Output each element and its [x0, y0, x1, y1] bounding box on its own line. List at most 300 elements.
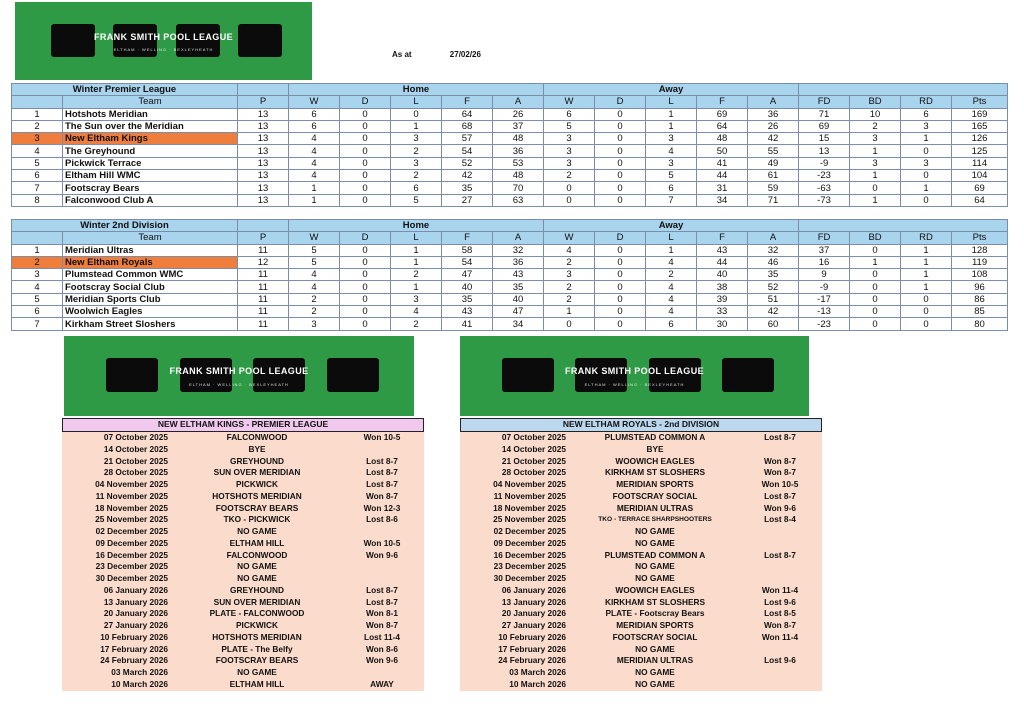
stat-cell-aw: 1: [544, 306, 595, 318]
fixture-result: [740, 561, 820, 573]
stat-cell-ha: 37: [493, 120, 544, 132]
fixture-opponent: PLUMSTEAD COMMON A: [604, 549, 706, 560]
fixture-row: [62, 550, 424, 562]
column-header: D: [595, 232, 646, 244]
column-header: FD: [799, 232, 850, 244]
stat-cell-al: 4: [646, 293, 697, 305]
stat-cell-pts: 104: [952, 170, 1008, 182]
stat-cell-p: 13: [238, 120, 289, 132]
stat-cell-pts: 125: [952, 145, 1008, 157]
fixture-opponent: GREYHOUND: [230, 584, 284, 595]
stat-cell-ha: 48: [493, 170, 544, 182]
fixture-row: [62, 632, 424, 644]
stat-cell-ad: 0: [595, 194, 646, 206]
stat-cell-al: 1: [646, 120, 697, 132]
column-header: [12, 232, 63, 244]
stat-cell-hf: 54: [442, 145, 493, 157]
stat-cell-hl: 2: [391, 318, 442, 330]
fixture-date: 20 January 2026: [103, 608, 168, 619]
fixture-opponent: NO GAME: [635, 561, 675, 572]
column-header: A: [748, 96, 799, 108]
fixture-opponent: NO GAME: [237, 667, 277, 677]
position-cell: 3: [12, 269, 63, 281]
stat-cell-hw: 6: [289, 120, 340, 132]
stat-cell-aw: 2: [544, 281, 595, 293]
away-header: Away: [544, 84, 799, 96]
fixture-date: 10 March 2026: [111, 678, 168, 689]
column-header-row: [12, 96, 1008, 108]
fixture-date: 06 January 2026: [103, 584, 168, 595]
stat-cell-al: 1: [646, 244, 697, 256]
column-header: D: [340, 232, 391, 244]
column-header: Team: [63, 96, 238, 108]
column-header: [12, 96, 63, 108]
logo-text: FRANK SMITH POOL LEAGUE: [169, 366, 309, 377]
fixture-result: Won 10-5: [363, 537, 401, 548]
fixture-row: [62, 585, 424, 597]
stat-cell-hd: 0: [340, 157, 391, 169]
fixture-row: [62, 620, 424, 632]
second-division-table: [11, 219, 1008, 331]
fixture-result: Lost 8-7: [366, 584, 398, 595]
column-header: F: [697, 232, 748, 244]
fixture-date: 24 February 2026: [498, 655, 566, 666]
column-header: A: [493, 96, 544, 108]
stat-cell-fd: -9: [799, 157, 850, 169]
team-cell: Falconwood Club A: [63, 194, 238, 206]
fixture-result: Won 8-7: [365, 490, 399, 501]
fixture-result: Lost 8-7: [366, 467, 398, 478]
stat-cell-p: 13: [238, 157, 289, 169]
fixture-row: [62, 573, 424, 585]
stat-cell-ha: 48: [493, 133, 544, 145]
stat-cell-rd: 1: [901, 281, 952, 293]
fixture-opponent: FALCONWOOD: [226, 432, 288, 442]
logo-subtext: ELTHAM · WELLING · BEXLEYHEATH: [113, 47, 214, 53]
stat-cell-bd: 0: [850, 182, 901, 194]
fixture-result: Lost 9-6: [764, 655, 796, 666]
stat-cell-rd: 0: [901, 170, 952, 182]
fixture-result: [342, 667, 422, 679]
stat-cell-hd: 0: [340, 133, 391, 145]
fixture-result: Lost 8-7: [366, 455, 398, 466]
stat-cell-fd: 13: [799, 145, 850, 157]
stat-cell-hd: 0: [340, 306, 391, 318]
home-header: Home: [289, 220, 544, 232]
stat-cell-bd: 1: [850, 194, 901, 206]
logo-subtext: ELTHAM · WELLING · BEXLEYHEATH: [584, 382, 685, 388]
fixture-date: 04 November 2025: [95, 479, 168, 489]
fixture-opponent: MERIDIAN SPORTS: [616, 479, 694, 489]
stat-cell-hl: 1: [391, 120, 442, 132]
home-header: Home: [289, 84, 544, 96]
fixture-result: Won 8-1: [365, 608, 399, 619]
stat-cell-pts: 165: [952, 120, 1008, 132]
fixture-row: [460, 432, 822, 444]
stat-cell-fd: 71: [799, 108, 850, 120]
column-header: P: [238, 232, 289, 244]
stat-cell-af: 39: [697, 293, 748, 305]
fixture-row: [460, 655, 822, 667]
stat-cell-hw: 4: [289, 281, 340, 293]
stat-cell-ad: 0: [595, 145, 646, 157]
fixture-row: [62, 479, 424, 491]
stat-cell-fd: -13: [799, 306, 850, 318]
stat-cell-p: 13: [238, 108, 289, 120]
away-header: Away: [544, 220, 799, 232]
fixture-row: [460, 514, 822, 526]
fixture-row: [460, 456, 822, 468]
fixture-opponent: MERIDIAN ULTRAS: [616, 655, 694, 666]
stat-cell-af: 34: [697, 194, 748, 206]
fixture-row: [62, 514, 424, 526]
fixture-result: [740, 526, 820, 538]
stat-cell-aw: 3: [544, 133, 595, 145]
stat-cell-rd: 1: [901, 133, 952, 145]
column-header: L: [391, 96, 442, 108]
column-header: L: [391, 232, 442, 244]
stat-cell-ha: 70: [493, 182, 544, 194]
fixture-date: 25 November 2025: [493, 514, 566, 525]
stat-cell-hl: 4: [391, 306, 442, 318]
stat-cell-pts: 128: [952, 244, 1008, 256]
stat-cell-ha: 43: [493, 269, 544, 281]
stat-cell-hw: 4: [289, 133, 340, 145]
fixture-result: Won 8-7: [763, 455, 797, 466]
stat-cell-fd: -17: [799, 293, 850, 305]
stat-cell-al: 1: [646, 108, 697, 120]
stat-cell-rd: 1: [901, 182, 952, 194]
fixture-date: 11 November 2025: [95, 490, 168, 501]
stat-cell-bd: 0: [850, 244, 901, 256]
royals-fixtures: [460, 418, 822, 691]
stat-cell-aw: 2: [544, 170, 595, 182]
fixture-opponent: FALCONWOOD: [226, 549, 288, 560]
table-header-row: [12, 220, 1008, 232]
column-header: W: [289, 96, 340, 108]
stat-cell-hd: 0: [340, 145, 391, 157]
kings-fixtures-title: NEW ELTHAM KINGS - PREMIER LEAGUE: [62, 418, 424, 432]
stat-cell-aw: 4: [544, 244, 595, 256]
column-header-row: [12, 232, 1008, 244]
stat-cell-af: 44: [697, 256, 748, 268]
column-header: Pts: [952, 232, 1008, 244]
stat-cell-hw: 1: [289, 194, 340, 206]
fixture-result: Won 8-7: [365, 620, 399, 630]
team-cell: The Sun over the Meridian: [63, 120, 238, 132]
position-cell: 2: [12, 256, 63, 268]
fixture-result: Lost 8-7: [764, 490, 796, 501]
stat-cell-af: 64: [697, 120, 748, 132]
stat-cell-p: 11: [238, 306, 289, 318]
stat-cell-ad: 0: [595, 281, 646, 293]
stat-cell-af: 30: [697, 318, 748, 330]
league-logo: [15, 2, 312, 80]
table-row: [12, 269, 1008, 281]
fixture-row: [62, 432, 424, 444]
stat-cell-al: 3: [646, 133, 697, 145]
fixture-opponent: NO GAME: [237, 573, 277, 583]
team-cell: New Eltham Kings: [63, 133, 238, 145]
fixture-row: [460, 538, 822, 550]
position-cell: 6: [12, 170, 63, 182]
fixture-date: 16 December 2025: [95, 549, 168, 560]
stat-cell-hf: 54: [442, 256, 493, 268]
fixture-opponent: NO GAME: [635, 643, 675, 654]
stat-cell-ha: 26: [493, 108, 544, 120]
fixture-row: [62, 655, 424, 667]
stat-cell-aa: 51: [748, 293, 799, 305]
stat-cell-pts: 169: [952, 108, 1008, 120]
stat-cell-hf: 64: [442, 108, 493, 120]
stat-cell-hf: 42: [442, 170, 493, 182]
stat-cell-hd: 0: [340, 293, 391, 305]
team-cell: Hotshots Meridian: [63, 108, 238, 120]
stat-cell-af: 40: [697, 269, 748, 281]
table-row: [12, 157, 1008, 169]
stat-cell-hl: 1: [391, 244, 442, 256]
fixture-date: 10 February 2026: [498, 631, 566, 642]
table-row: [12, 133, 1008, 145]
fixture-row: [62, 467, 424, 479]
stat-cell-aa: 36: [748, 108, 799, 120]
table-row: [12, 182, 1008, 194]
kings-logo: [64, 336, 414, 416]
fixture-result: Won 12-3: [363, 502, 401, 513]
stat-cell-af: 43: [697, 244, 748, 256]
stat-cell-aa: 61: [748, 170, 799, 182]
fixture-date: 20 January 2026: [501, 608, 566, 619]
stat-cell-ha: 35: [493, 281, 544, 293]
stat-cell-hw: 4: [289, 145, 340, 157]
stat-cell-hd: 0: [340, 281, 391, 293]
fixture-opponent: KIRKHAM ST SLOSHERS: [604, 596, 706, 607]
table-row: [12, 170, 1008, 182]
stat-cell-rd: 1: [901, 256, 952, 268]
fixture-opponent: FOOTSCRAY SOCIAL: [612, 631, 698, 642]
stat-cell-hf: 35: [442, 293, 493, 305]
stat-cell-pts: 64: [952, 194, 1008, 206]
stat-cell-al: 3: [646, 157, 697, 169]
fixture-date: 13 January 2026: [103, 596, 168, 607]
fixture-result: [740, 667, 820, 679]
stat-cell-hw: 2: [289, 293, 340, 305]
stat-cell-hw: 3: [289, 318, 340, 330]
stat-cell-bd: 1: [850, 256, 901, 268]
fixture-row: [460, 526, 822, 538]
table-row: [12, 120, 1008, 132]
table-row: [12, 306, 1008, 318]
fixture-date: 09 December 2025: [493, 537, 566, 548]
stat-cell-af: 44: [697, 170, 748, 182]
stat-cell-hf: 40: [442, 281, 493, 293]
stat-cell-bd: 1: [850, 145, 901, 157]
column-header: FD: [799, 96, 850, 108]
fixture-opponent: SUN OVER MERIDIAN: [213, 467, 301, 478]
column-header: L: [646, 232, 697, 244]
logo-text: FRANK SMITH POOL LEAGUE: [93, 31, 234, 42]
fixture-row: [62, 561, 424, 573]
kings-fixtures: [62, 418, 424, 691]
fixture-row: [460, 444, 822, 456]
position-cell: 5: [12, 157, 63, 169]
position-cell: 6: [12, 306, 63, 318]
header-cell: [238, 220, 289, 232]
column-header: RD: [901, 232, 952, 244]
fixture-date: 18 November 2025: [95, 502, 168, 513]
column-header: F: [697, 96, 748, 108]
fixture-opponent: NO GAME: [635, 678, 675, 689]
stat-cell-ad: 0: [595, 318, 646, 330]
fixture-date: 07 October 2025: [501, 432, 566, 442]
position-cell: 7: [12, 318, 63, 330]
stat-cell-fd: 15: [799, 133, 850, 145]
fixture-result: Won 8-7: [763, 467, 797, 478]
fixture-row: [62, 444, 424, 456]
stat-cell-bd: 0: [850, 269, 901, 281]
stat-cell-aw: 3: [544, 269, 595, 281]
stat-cell-af: 50: [697, 145, 748, 157]
fixture-result: Won 11-4: [761, 584, 799, 595]
fixture-result: Won 10-5: [761, 479, 799, 489]
stat-cell-p: 12: [238, 256, 289, 268]
stat-cell-ad: 0: [595, 306, 646, 318]
stat-cell-aa: 60: [748, 318, 799, 330]
fixture-result: [342, 526, 422, 538]
column-header: F: [442, 232, 493, 244]
fixture-date: 21 October 2025: [103, 455, 168, 466]
stat-cell-ha: 36: [493, 256, 544, 268]
fixture-date: 02 December 2025: [493, 526, 566, 536]
stat-cell-p: 13: [238, 170, 289, 182]
stat-cell-ad: 0: [595, 293, 646, 305]
fixture-result: Lost 8-7: [764, 549, 796, 560]
logo-subtext: ELTHAM · WELLING · BEXLEYHEATH: [189, 382, 289, 388]
stat-cell-hd: 0: [340, 318, 391, 330]
fixture-result: [740, 644, 820, 656]
stat-cell-al: 2: [646, 269, 697, 281]
stat-cell-al: 4: [646, 281, 697, 293]
stat-cell-pts: 108: [952, 269, 1008, 281]
fixture-row: [460, 608, 822, 620]
stat-cell-aa: 71: [748, 194, 799, 206]
stat-cell-rd: 0: [901, 194, 952, 206]
stat-cell-ad: 0: [595, 133, 646, 145]
stat-cell-hd: 0: [340, 194, 391, 206]
stat-cell-hd: 0: [340, 256, 391, 268]
stat-cell-p: 11: [238, 293, 289, 305]
stat-cell-af: 48: [697, 133, 748, 145]
team-cell: Footscray Social Club: [63, 281, 238, 293]
fixture-opponent: ELTHAM HILL: [229, 678, 285, 689]
fixture-result: AWAY: [370, 678, 394, 689]
fixture-opponent: NO GAME: [635, 526, 675, 536]
fixture-date: 25 November 2025: [95, 514, 168, 525]
fixture-row: [460, 585, 822, 597]
stat-cell-pts: 119: [952, 256, 1008, 268]
fixture-row: [460, 561, 822, 573]
fixture-date: 13 January 2026: [501, 596, 566, 607]
fixture-result: [740, 679, 820, 691]
fixture-row: [460, 667, 822, 679]
team-cell: Plumstead Common WMC: [63, 269, 238, 281]
table-row: [12, 318, 1008, 330]
stat-cell-pts: 96: [952, 281, 1008, 293]
fixture-opponent: MERIDIAN SPORTS: [616, 620, 694, 630]
position-cell: 1: [12, 108, 63, 120]
fixture-row: [62, 608, 424, 620]
stat-cell-aa: 26: [748, 120, 799, 132]
fixture-opponent: NO GAME: [237, 526, 277, 536]
stat-cell-hd: 0: [340, 244, 391, 256]
royals-fixtures-list: [460, 432, 822, 691]
table-row: [12, 108, 1008, 120]
stat-cell-hw: 4: [289, 170, 340, 182]
stat-cell-bd: 1: [850, 170, 901, 182]
fixture-opponent: WOOWICH EAGLES: [615, 584, 695, 595]
fixture-result: [342, 573, 422, 585]
stat-cell-ad: 0: [595, 182, 646, 194]
column-header: D: [595, 96, 646, 108]
stat-cell-aa: 55: [748, 145, 799, 157]
fixture-date: 28 October 2025: [501, 467, 566, 478]
stat-cell-al: 4: [646, 256, 697, 268]
stat-cell-ad: 0: [595, 120, 646, 132]
fixture-date: 10 February 2026: [100, 631, 168, 642]
stat-cell-hd: 0: [340, 170, 391, 182]
stat-cell-aw: 3: [544, 145, 595, 157]
stat-cell-fd: -73: [799, 194, 850, 206]
team-cell: Meridian Ultras: [63, 244, 238, 256]
stat-cell-p: 11: [238, 318, 289, 330]
table-row: [12, 293, 1008, 305]
fixture-row: [460, 597, 822, 609]
stat-cell-al: 6: [646, 318, 697, 330]
fixture-date: 17 February 2026: [100, 643, 168, 654]
header-cell: [799, 220, 1008, 232]
stat-cell-hl: 3: [391, 133, 442, 145]
stat-cell-aa: 42: [748, 133, 799, 145]
stat-cell-hf: 68: [442, 120, 493, 132]
stat-cell-aw: 6: [544, 108, 595, 120]
team-cell: Woolwich Eagles: [63, 306, 238, 318]
stat-cell-hw: 2: [289, 306, 340, 318]
fixture-opponent: BYE: [646, 443, 664, 454]
stat-cell-pts: 85: [952, 306, 1008, 318]
stat-cell-hl: 1: [391, 281, 442, 293]
fixture-result: Lost 8-4: [764, 514, 796, 525]
stat-cell-aa: 35: [748, 269, 799, 281]
stat-cell-bd: 0: [850, 293, 901, 305]
table-title: Winter 2nd Division: [12, 220, 238, 232]
fixture-row: [62, 679, 424, 691]
stat-cell-pts: 114: [952, 157, 1008, 169]
stat-cell-pts: 80: [952, 318, 1008, 330]
as-at-label: As at: [392, 50, 412, 59]
stat-cell-p: 13: [238, 182, 289, 194]
stat-cell-ha: 34: [493, 318, 544, 330]
fixture-opponent: KIRKHAM ST SLOSHERS: [604, 467, 706, 478]
position-cell: 2: [12, 120, 63, 132]
stat-cell-hw: 4: [289, 157, 340, 169]
position-cell: 4: [12, 145, 63, 157]
stat-cell-aa: 52: [748, 281, 799, 293]
fixture-opponent: NO GAME: [635, 537, 675, 548]
fixture-row: [460, 573, 822, 585]
stat-cell-hd: 0: [340, 182, 391, 194]
fixture-date: 03 March 2026: [509, 667, 566, 677]
stat-cell-hf: 43: [442, 306, 493, 318]
